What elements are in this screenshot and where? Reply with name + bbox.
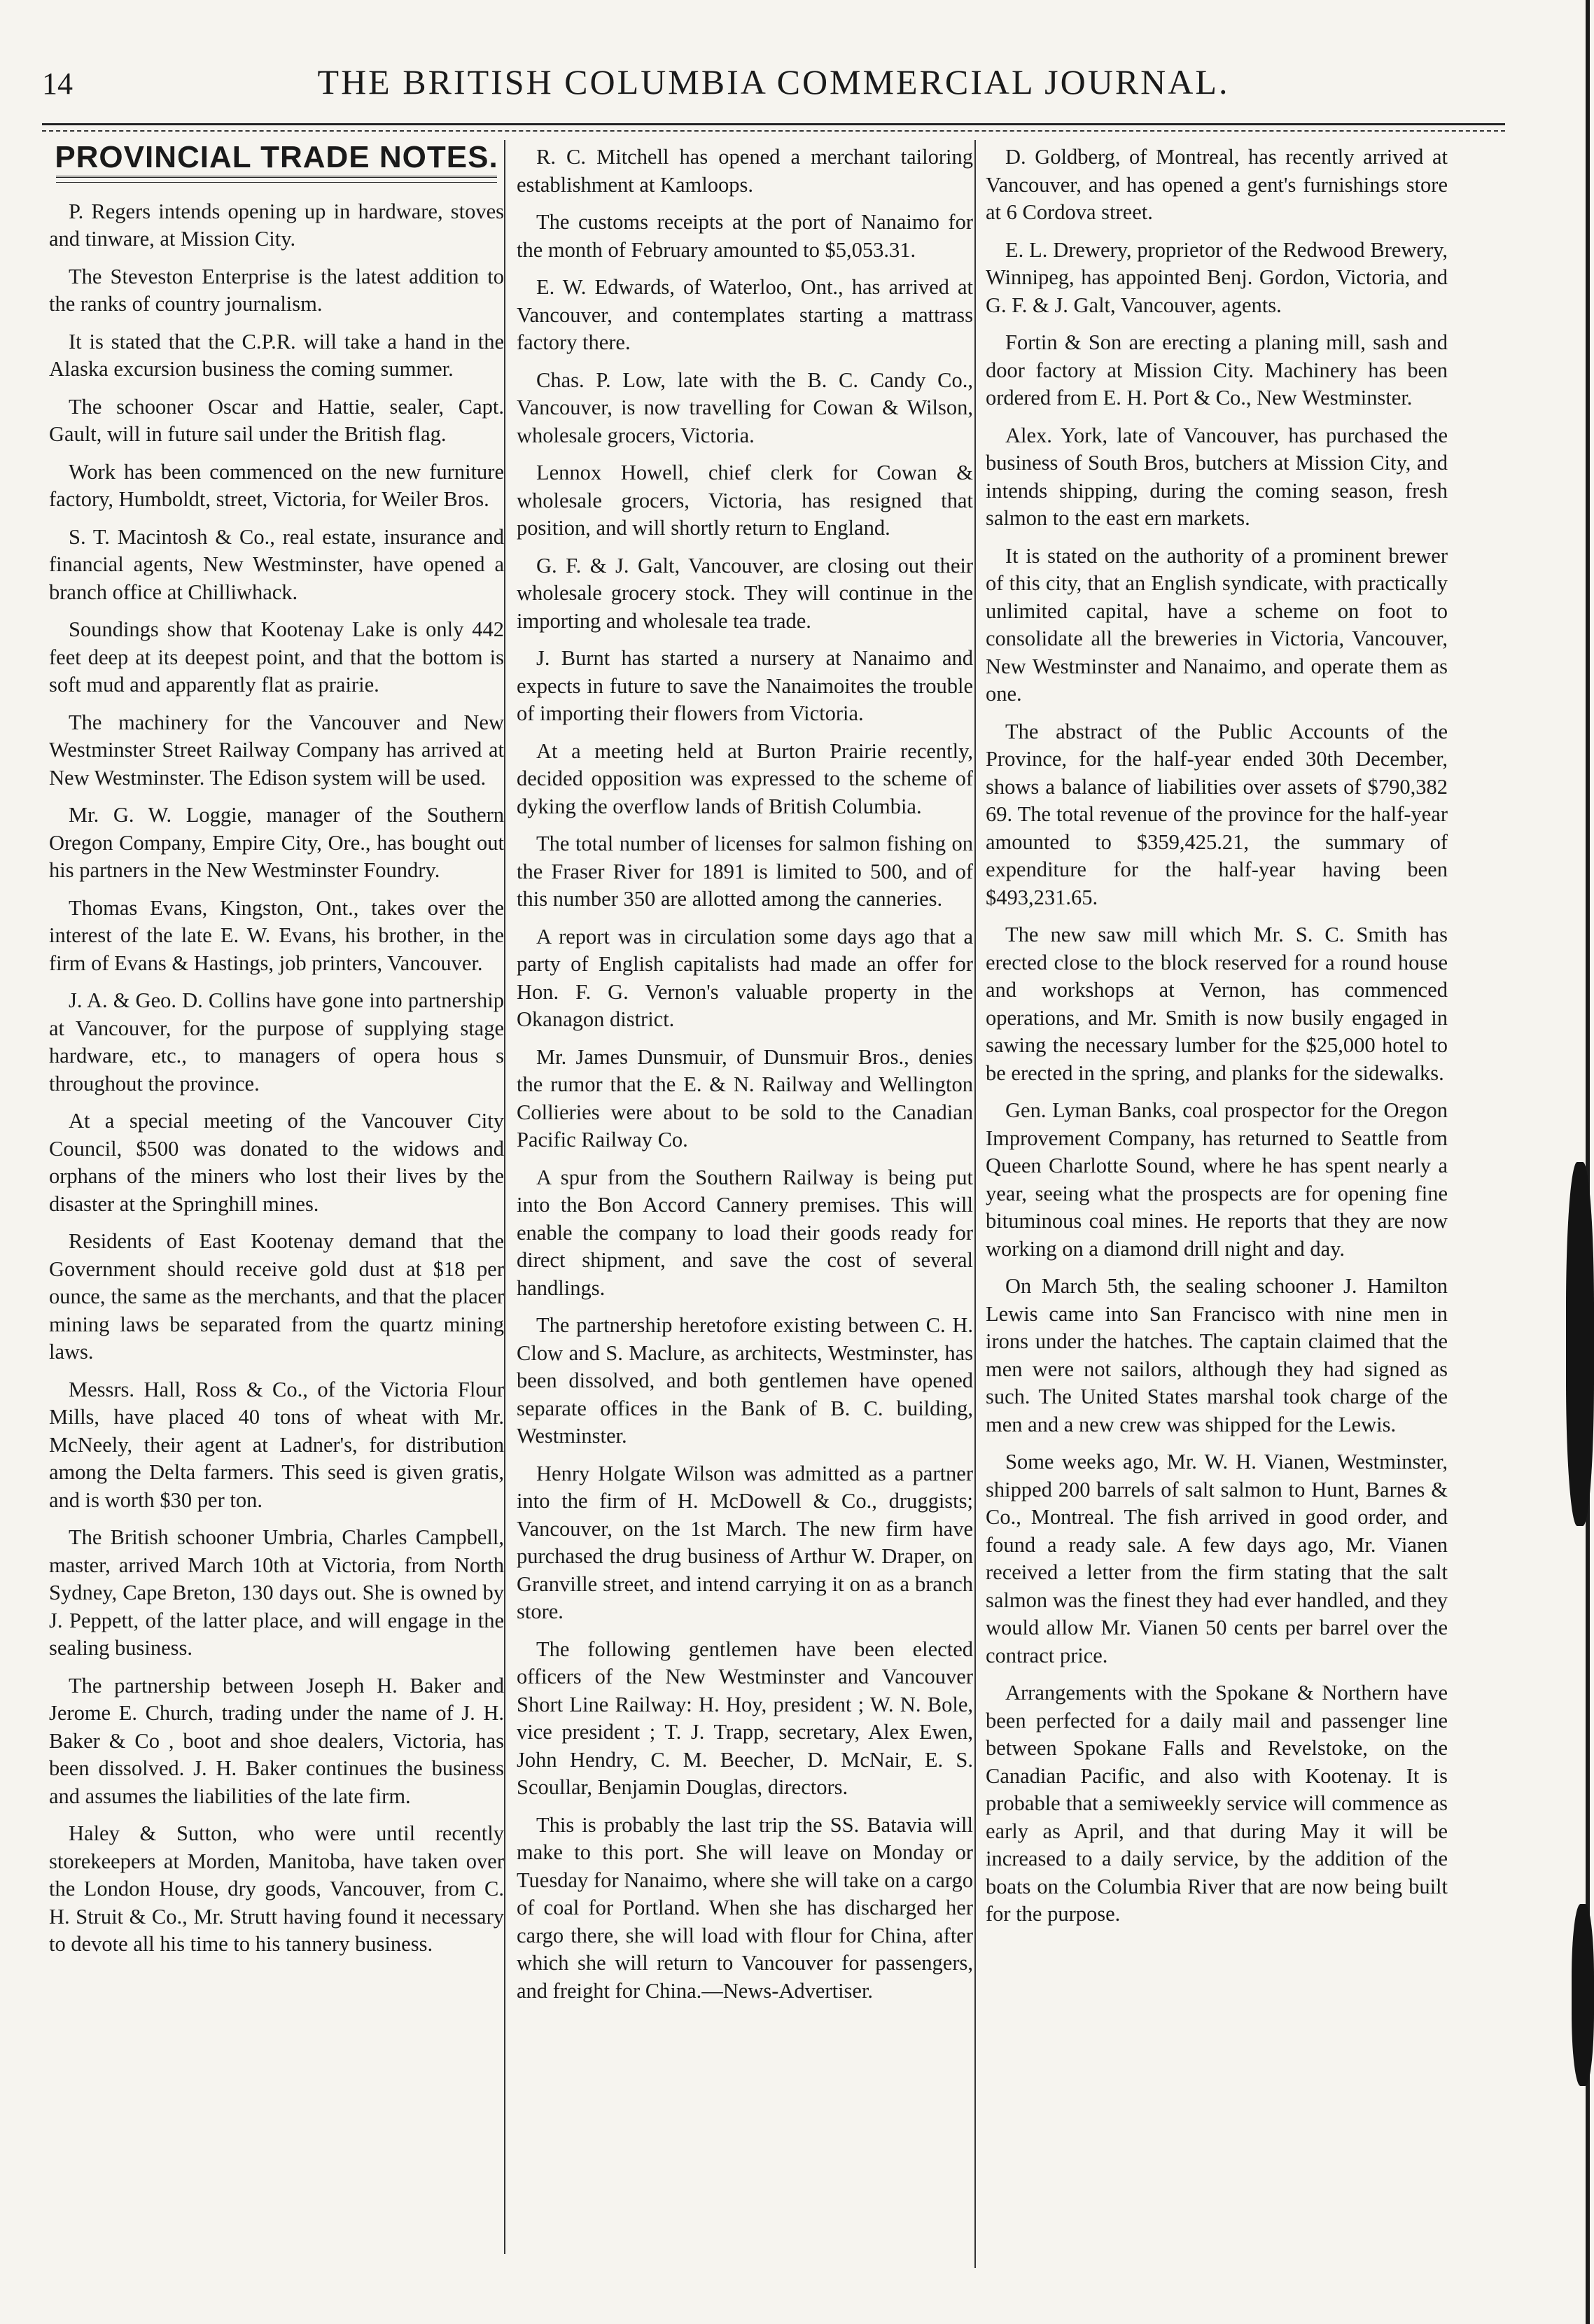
column-divider-1 [504,140,505,2254]
journal-title: THE BRITISH COLUMBIA COMMERCIAL JOURNAL. [317,62,1230,102]
header-dashed-rule [42,130,1505,132]
news-item: The customs receipts at the port of Nanaimo for the month of February amounted to $5,053.31. [517,210,973,262]
news-item: E. W. Edwards, of Waterloo, Ont., has arrived at Vancouver, and contemplates starting a mattrass factory there. [517,275,973,354]
news-item: Arrangements with the Spokane & Northern have been perfected for a daily mail and passenger line between Spokane Falls and Revelstoke, on the Canadian Pacific, and also with Kootenay. It is probable that a semiweekly service will commence as early as April, and that during May it will be increased to a daily service, by the addition of the boats on the Columbia River that are now being built for the purpose. [986,1681,1448,1926]
news-item: Henry Holgate Wilson was admitted as a partner into the firm of H. McDowell & Co., druggists; Vancouver, on the 1st March. The new firm have purchased the drug business of Arthur W. Draper, on Granville street, and intend carrying it on as a branch store. [517,1461,973,1623]
page-number: 14 [42,66,73,101]
news-item: Some weeks ago, Mr. W. H. Vianen, Westminster, shipped 200 barrels of salt salmon to Hunt, Barnes & Co., Montreal. The fish arrived in good order, and found a ready sale. A few days ago, Mr. Vianen received a letter from the firm stating that the salt salmon was the finest they had ever handled, and they would allow Mr. Vianen 50 cents per barrel over the contract price. [986,1450,1448,1667]
news-item: A report was in circulation some days ago that a party of English capitalists had made an offer for Hon. F. G. Vernon's valuable property in the Okanagon district. [517,924,973,1031]
section-title-rule [56,176,497,183]
news-item: Work has been commenced on the new furniture factory, Humboldt, street, Victoria, for Weiler Bros. [49,459,504,511]
news-item: The machinery for the Vancouver and New Westminster Street Railway Company has arrived at New Westminster. The Edison system will be used. [49,710,504,790]
news-item: Gen. Lyman Banks, coal prospector for the Oregon Improvement Company, has returned to Seattle from Queen Charlotte Sound, where he has spent nearly a year, seeing what the prospects are for opening fine bituminous coal mines. He reports that they are now working on a diamond drill night and day. [986,1098,1448,1261]
header-rule [42,123,1505,125]
news-item: On March 5th, the sealing schooner J. Hamilton Lewis came into San Francisco with nine men in irons under the hatches. The captain claimed that the men were not sailors, although they had signed as such. The United States marshal took charge of the men and a new crew was shipped for the Lewis. [986,1274,1448,1436]
column-divider-2 [974,140,976,2268]
news-item: Soundings show that Kootenay Lake is only 442 feet deep at its deepest point, and that the bottom is soft mud and apparently flat as prairie. [49,617,504,696]
news-item: Messrs. Hall, Ross & Co., of the Victoria Flour Mills, have placed 40 tons of wheat with Mr. McNeely, their agent at Ladner's, for distribution among the Delta farmers. This seed is given gratis, and is worth $30 per ton. [49,1377,504,1512]
column-1 [49,140,504,1968]
news-item: The total number of licenses for salmon fishing on the Fraser River for 1891 is limited to 500, and of this number 350 are allotted among the canneries. [517,832,973,911]
column-2 [517,144,973,2015]
news-item: At a special meeting of the Vancouver City Council, $500 was donated to the widows and orphans of the miners who lost their lives by the disaster at the Springhill mines. [49,1109,504,1216]
news-item: Lennox Howell, chief clerk for Cowan & wholesale grocers, Victoria, has resigned that position, and will shortly return to England. [517,461,973,540]
news-item: Residents of East Kootenay demand that the Government should receive gold dust at $18 per ounce, the same as the merchants, and that the placer mining laws be separated from the quartz mining laws. [49,1229,504,1364]
news-item: Mr. G. W. Loggie, manager of the Southern Oregon Company, Empire City, Ore., has bought out his partners in the New Westminster Foundry. [49,803,504,882]
page-edge-damage [1566,1162,1594,1526]
news-item: Thomas Evans, Kingston, Ont., takes over the interest of the late E. W. Evans, his brother, in the firm of Evans & Hastings, job printers, Vancouver. [49,895,504,975]
column-3 [986,144,1448,1938]
news-item: Fortin & Son are erecting a planing mill, sash and door factory at Mission City. Machinery has been ordered from E. H. Port & Co., New Westminster. [986,330,1448,410]
news-item: Chas. P. Low, late with the B. C. Candy Co., Vancouver, is now travelling for Cowan & Wilson, wholesale grocers, Victoria. [517,368,973,447]
news-item: It is stated that the C.P.R. will take a hand in the Alaska excursion business the coming summer. [49,329,504,381]
news-item: Alex. York, late of Vancouver, has purchased the business of South Bros, butchers at Mission City, and intends shipping, during the coming season, fresh salmon to the east ern markets. [986,423,1448,530]
page-header [42,62,1505,111]
news-item: The following gentlemen have been elected officers of the New Westminster and Vancouver Short Line Railway: H. Hoy, president ; W. N. Bole, vice president ; T. J. Trapp, secretary, Alex Ewen, John Hendry, C. M. Beecher, D. McNair, E. S. Scoullar, Benjamin Douglas, directors. [517,1637,973,1799]
news-item: The Steveston Enterprise is the latest addition to the ranks of country journalism. [49,264,504,316]
news-item: S. T. Macintosh & Co., real estate, insurance and financial agents, New Westminster, have opened a branch office at Chilliwhack. [49,524,504,604]
news-item: D. Goldberg, of Montreal, has recently arrived at Vancouver, and has opened a gent's furnishings store at 6 Cordova street. [986,145,1448,224]
news-item: It is stated on the authority of a prominent brewer of this city, that an English syndicate, with practically unlimited capital, have a scheme on foot to consolidate all the breweries in Victoria, Vancouver, New Westminster and Nanaimo, and operate them as one. [986,543,1448,706]
news-item: J. A. & Geo. D. Collins have gone into partnership at Vancouver, for the purpose of supplying stage hardware, etc., to managers of opera hous s throughout the province. [49,988,504,1096]
news-item: R. C. Mitchell has opened a merchant tailoring establishment at Kamloops. [517,145,973,197]
news-item: The British schooner Umbria, Charles Campbell, master, arrived March 10th at Victoria, from North Sydney, Cape Breton, 130 days out. She is owned by J. Peppett, of the latter place, and will engage in the sealing business. [49,1525,504,1660]
news-item: The partnership heretofore existing between C. H. Clow and S. Maclure, as architects, Westminster, has been dissolved, and both gentlemen have opened separate offices in the Bank of B. C. building, Westminster. [517,1313,973,1448]
news-item: A spur from the Southern Railway is being put into the Bon Accord Cannery premises. This will enable the company to load their goods ready for direct shipment, and save the cost of several handlings. [517,1165,973,1300]
news-item: G. F. & J. Galt, Vancouver, are closing out their wholesale grocery stock. They will continue in the importing and wholesale tea trade. [517,553,973,633]
section-title: PROVINCIAL TRADE NOTES. [55,140,498,174]
news-item: The partnership between Joseph H. Baker and Jerome E. Church, trading under the name of J. H. Baker & Co , boot and shoe dealers, Victoria, has been dissolved. J. H. Baker continues the business and assumes the liabilities of the late firm. [49,1673,504,1808]
page-edge-damage [1572,1904,1594,2086]
news-item: The schooner Oscar and Hattie, sealer, Capt. Gault, will in future sail under the British flag. [49,394,504,446]
news-item: J. Burnt has started a nursery at Nanaimo and expects in future to save the Nanaimoites the trouble of importing their flowers from Victoria. [517,646,973,725]
news-item: The abstract of the Public Accounts of the Province, for the half-year ended 30th December, shows a balance of liabilities over assets of $790,382 69. The total revenue of the province for the half-year amounted to $359,425.21, the summary of expenditure for the half-year having been $493,231.65. [986,719,1448,909]
news-item: At a meeting held at Burton Prairie recently, decided opposition was expressed to the scheme of dyking the overflow lands of British Columbia. [517,738,973,818]
news-item: P. Regers intends opening up in hardware, stoves and tinware, at Mission City. [49,199,504,251]
news-item: E. L. Drewery, proprietor of the Redwood Brewery, Winnipeg, has appointed Benj. Gordon, Victoria, and G. F. & J. Galt, Vancouver, agents. [986,237,1448,317]
news-item: The new saw mill which Mr. S. C. Smith has erected close to the block reserved for a round house and workshops at Vernon, has commenced operations, and Mr. Smith is now busily engaged in sawing the necessary lumber for the $25,000 hotel to be erected in the spring, and planks for the sidewalks. [986,923,1448,1085]
news-item: Mr. James Dunsmuir, of Dunsmuir Bros., denies the rumor that the E. & N. Railway and Wellington Collieries were about to be sold to the Canadian Pacific Railway Co. [517,1044,973,1152]
news-item: This is probably the last trip the SS. Batavia will make to this port. She will leave on Monday or Tuesday for Nanaimo, where she will take on a cargo of coal for Portland. When she has discharged her cargo there, she will load with flour for China, after which she will return to Vancouver for passengers, and freight for China.—News-Advertiser. [517,1812,973,2003]
news-item: Haley & Sutton, who were until recently storekeepers at Morden, Manitoba, have taken over the London House, dry goods, Vancouver, from C. H. Struit & Co., Mr. Strutt having found it necessary to devote all his time to his tannery business. [49,1821,504,1956]
